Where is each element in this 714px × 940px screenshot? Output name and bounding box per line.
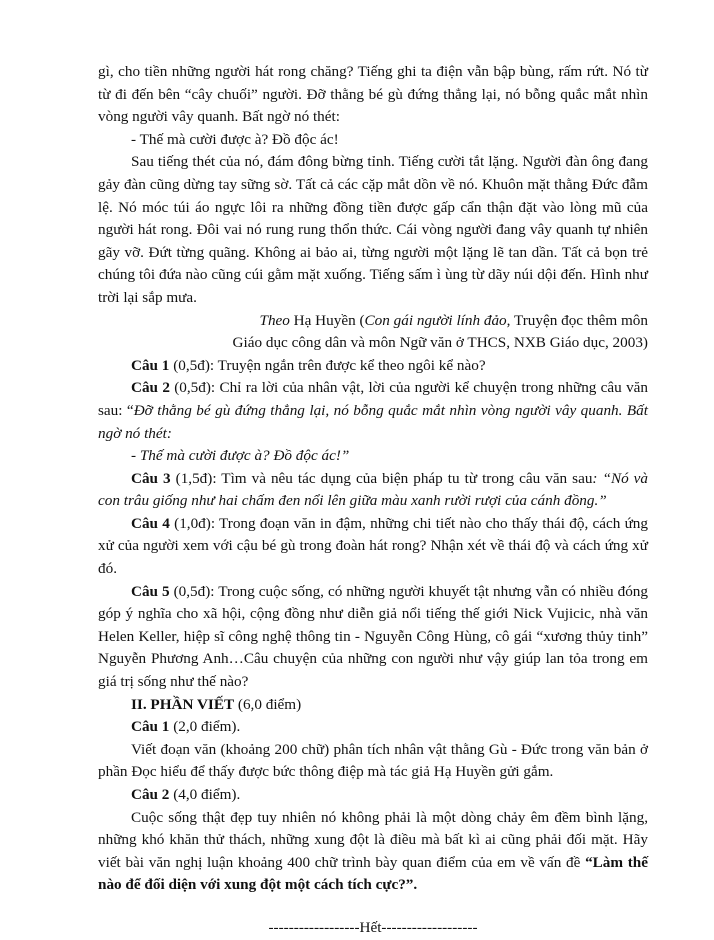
passage-source-line-1 — [98, 310, 648, 333]
writing-section-heading — [98, 694, 648, 717]
question-5-label: Câu 5 — [131, 582, 170, 600]
question-2-label: Câu 2 — [131, 379, 170, 397]
passage-source-line-2: Giáo dục công dân và môn Ngữ văn ở THCS, NXB Giáo dục, 2003) — [232, 334, 648, 352]
writing-question-2-text — [98, 807, 648, 897]
writing-q1-points: (2,0 điểm). — [169, 718, 241, 736]
source-rest: , Truyện đọc thêm môn — [506, 311, 648, 329]
question-1 — [98, 355, 648, 378]
source-author: Hạ Huyền ( — [293, 311, 365, 329]
writing-q2-label: Câu 2 — [131, 786, 170, 803]
question-1-label: Câu 1 — [131, 356, 170, 374]
question-3-quote: : “Nó và con trâu giống như hai chấm đen nổi lên giữa màu xanh rười rượi của cánh đồng.” — [98, 469, 649, 510]
question-4 — [98, 513, 648, 581]
question-2-quote: Đỡ thằng bé gù đứng thẳng lại, nó bỗng quắc mắt nhìn vòng người vây quanh. Bất ngờ nó thét: — [98, 401, 648, 442]
writing-q1-label: Câu 1 — [131, 718, 170, 736]
writing-question-1-text: Viết đoạn văn (khoảng 200 chữ) phân tích nhân vật thằng Gù - Đức trong văn bản ở phần Đọc hiểu để thấy được bức thông điệp mà tác giả Hạ Huyền gửi gắm. — [98, 740, 648, 781]
question-3-label: Câu 3 — [131, 469, 171, 487]
passage-paragraph-1: gì, cho tiền những người hát rong chăng? Tiếng ghi ta điện vẫn bập bùng, rấm rứt. Nó từ từ đi đến bên “cây chuối” người. Đỡ thằng bé gù đứng thẳng lại, nó bỗng quắc mắt nhìn vòng người vây quanh. Bất ngờ nó thét: — [98, 63, 648, 126]
source-title: Con gái người lính đảo — [364, 311, 507, 329]
writing-heading-points: (6,0 điểm) — [234, 695, 302, 713]
question-4-label: Câu 4 — [131, 514, 170, 532]
writing-question-2-header — [98, 784, 648, 807]
question-4-text: (1,0đ): Trong đoạn văn in đậm, những chi tiết nào cho thấy thái độ, cách ứng xử của người xem với cậu bé gù trong đoàn hát rong? Nhận xét về thái độ và cách ứng xử đó. — [98, 514, 648, 578]
writing-question-1-header — [98, 716, 648, 739]
question-2-quote-2: - Thế mà cười được à? Đồ độc ác!” — [131, 447, 350, 465]
question-3 — [98, 468, 648, 513]
writing-heading: II. PHẦN VIẾT — [131, 695, 235, 713]
writing-q2-topic: “Làm thế nào để đối diện với xung đột một cách tích cực?”. — [98, 853, 648, 894]
question-1-text: (0,5đ): Truyện ngắn trên được kể theo ngôi kể nào? — [169, 356, 486, 374]
passage-dialogue: - Thế mà cười được à? Đồ độc ác! — [131, 130, 339, 148]
passage-paragraph-3: Sau tiếng thét của nó, đám đông bừng tỉnh. Tiếng cười tắt lặng. Người đàn ông đang gảy đàn cũng dừng tay sững sờ. Tất cả các cặp mắt dồn về nó. Khuôn mặt thằng Đức đẫm lệ. Nó móc túi áo ngực lôi ra những đồng tiền được gấp cẩn thận đặt vào lòng mũ của người hát rong. Đôi vai nó rung rung thổn thức. Cái vòng người đang vây quanh tự nhiên gãy vỡ. Đứt từng quãng. Không ai bảo ai, từng người một lặng lẽ tan dần. Tất cả bọn trẻ chúng tôi đứa nào cũng cúi gằm mặt xuống. Tiếng sấm ì ùng từ dãy núi dội đến. Hình như trời lại sắp mưa. — [98, 153, 648, 306]
source-prefix: Theo — [259, 311, 294, 329]
question-5 — [98, 581, 648, 694]
writing-q2-body: Cuộc sống thật đẹp tuy nhiên nó không phải là một dòng chảy êm đềm bình lặng, những khó khăn thử thách, những xung đột là điều mà bất kì ai cũng phải đối mặt. Hãy viết bài văn nghị luận khoảng 400 chữ trình bày quan điểm của em về vấn đề — [98, 808, 648, 871]
question-2 — [98, 377, 648, 445]
question-2-quote-line — [98, 445, 648, 468]
question-2-text: (0,5đ): Chỉ ra lời của nhân vật, lời của người kể chuyện trong những câu văn sau: “ — [98, 379, 648, 419]
question-3-text: (1,5đ): Tìm và nêu tác dụng của biện pháp tu từ trong câu văn sau — [170, 469, 593, 487]
end-marker: ------------------Hết------------------- — [268, 918, 478, 936]
page-content — [98, 61, 648, 940]
writing-q2-points: (4,0 điểm). — [169, 786, 241, 803]
question-5-text: (0,5đ): Trong cuộc sống, có những người khuyết tật nhưng vẫn có nhiều đóng góp ý nghĩa cho xã hội, cộng đồng như diễn giả nổi tiếng thế giới Nick Vujicic, nhà văn Helen Keller, hiệp sĩ công nghệ thông tin - Nguyễn Công Hùng, cô gái “xương thủy tinh” Nguyễn Phương Anh…Câu chuyện của những con người như vậy giúp lan tỏa trong em giá trị sống như thế nào? — [98, 582, 648, 691]
